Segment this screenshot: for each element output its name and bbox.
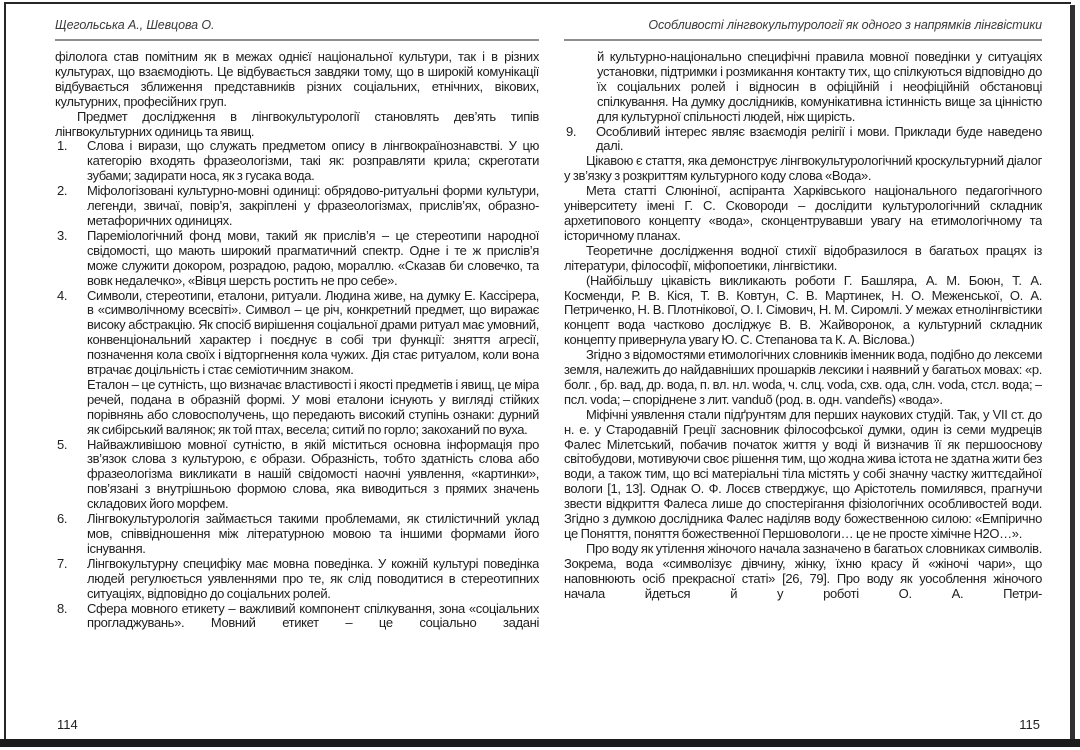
scan-edge-left bbox=[4, 2, 6, 740]
list-item bbox=[55, 139, 539, 184]
list-item-number: 1. bbox=[57, 138, 68, 154]
list-item bbox=[55, 289, 539, 438]
list-item bbox=[55, 512, 539, 557]
list-item-number: 9. bbox=[566, 123, 577, 139]
list-item-number: 5. bbox=[57, 436, 68, 452]
page-left-body bbox=[55, 50, 539, 631]
paragraph: Згідно з відомостями етимологічних словників іменник вода, подібно до лексеми земля, належить до найдавніших прошарків лексики і наявний у багатьох мовах: «р. болг. , бр. вад, др. вода, п. вл. нл. woda, ч. слц. voda, схв. ода, слн. voda, стсл. вода; – псл. voda; – споріднене з лит. vanduõ (род. в. одн. vandeñs) «вода». bbox=[564, 347, 1042, 407]
running-header-left: Щегольська А., Шевцова О. bbox=[55, 18, 539, 41]
list-item-content bbox=[87, 438, 539, 513]
paragraph: й культурно-національно специфічні правила мовної поведінки у ситуаціях установки, підтримки і розмикання контакту тих, що спілкуються відповідно до їх соціальних ролей і відносин в офіційній і неофіційній обстановці спілкування. На думку дослідників, комунікативна істинність вище за цінністю для культурної спільності людей, ніж щирість. bbox=[597, 50, 1042, 124]
list-item-number: 8. bbox=[57, 600, 68, 616]
list-item bbox=[55, 602, 539, 632]
page-right-body bbox=[564, 50, 1042, 602]
list-item bbox=[55, 229, 539, 289]
list-item-number: 7. bbox=[57, 555, 68, 571]
list-item-content bbox=[596, 125, 1042, 155]
page-number-left: 114 bbox=[57, 717, 78, 732]
paragraph: Міфологізовані культурно-мовні одиниці: обрядово-ритуальні форми культури, легенди, звичаї, повір’я, закріплені у фразеологізмах, прислів’ях, образно-метафоричних одиницях. bbox=[87, 183, 539, 228]
paragraph: Мета статті Слюніної, аспіранта Харківського національного педагогічного університету імені Г. С. Сковороди – дослідити культурологічний складник архетипового концепту «вода», сконцентрувавши увагу на етимологічному та історичному планах. bbox=[564, 183, 1042, 243]
paragraph: Слова і вирази, що служать предметом опису в лінгвокраїнознавстві. У цю категорію входять фразеологізми, такі як: розправляти крила; скреготати зубами; задирати носа, як з гусака вода. bbox=[87, 138, 539, 184]
paragraph: філолога став помітним як в межах однієї національної культури, так і в різних культурах, що взаємодіють. Це відбувається завдяки тому, що в широкій комунікації відбувається зближення представників різних соціальних, етнічних, вікових, культурних, професійних груп. bbox=[55, 50, 539, 109]
paragraph: Предмет дослідження в лінгвокультурології становлять дев’ять типів лінгвокультурних одиниць та явищ. bbox=[55, 108, 539, 139]
paragraph: Найважливішою мовної сутністю, в якій міститься основна інформація про зв’язок слова з культурою, є образи. Образність, тобто здатність слова або фразеологізма викликати в нашій свідомості наочні уявлення, «картинки», пов’язані з внутрішньою формою слова, яка виводиться з прямих значень складових його морфем. bbox=[87, 436, 539, 512]
paragraph: Цікавою є стаття, яка демонструє лінгвокультурологічний кроскультурний діалог у зв’язку з розкриттям культурного коду слова «Вода». bbox=[564, 153, 1042, 184]
list-item-content bbox=[87, 512, 539, 557]
paragraph: Символи, стереотипи, еталони, ритуали. Людина живе, на думку Е. Кассірера, в «символічному всесвіті». Символ – це річ, конкретний предмет, що виражає високу абстракцію. Як спосіб вирішення соціальної драми ритуал має умовний, конвенціональний характер і поєднує в собі три функції: зняття агресії, позначення кола своїх і відторгнення кола чужих. Дія стає ритуалом, коли вона втрачає доцільність і стає семіотичним знаком. bbox=[87, 287, 539, 378]
list-item-number: 4. bbox=[57, 287, 68, 303]
scan-edge-right bbox=[1070, 5, 1075, 740]
paragraph: Міфічні уявлення стали підґрунтям для перших наукових студій. Так, у VII ст. до н. е. у Стародавній Греції засновник філософської думки, один із семи мудреців Фалес Мілетський, побачив початок життя у воді й визначив її як першооснову світобудови, мотивуючи своє рішення тим, що жодна жива істота не здатна жити без води, а також тим, що всі матеріальні тіла містять у собі значну частку життєдайної вологи [1, 13]. Однак О. Ф. Лосєв стверджує, що Арістотель помилявся, прагнучи звести відкриття Фалеса лише до спостерігання фізіологічних особливостей води. Згідно з думкою дослідника Фалес наділяв воду божественною силою: «Емпірично це Поняття, поняття божественної Першовологи… це не просте хімічне Н2О…». bbox=[564, 406, 1042, 541]
running-header-right: Особливості лінгвокультурології як одного з напрямків лінгвістики bbox=[564, 18, 1042, 41]
page-right bbox=[564, 18, 1042, 750]
list-item-number: 2. bbox=[57, 183, 68, 199]
list-item-number: 3. bbox=[57, 227, 68, 243]
list-item bbox=[55, 438, 539, 513]
list-item-content bbox=[87, 602, 539, 632]
list-item-number: 6. bbox=[57, 511, 68, 527]
list-item bbox=[564, 125, 1042, 155]
list-item-content bbox=[87, 229, 539, 289]
paragraph: Сфера мовного етикету – важливий компонент спілкування, зона «соціальних прогладжувань». Мовний етикет – це соціально задані bbox=[87, 600, 539, 631]
paragraph: Лінгвокультурологія займається такими проблемами, як стилістичний уклад мов, співвідношення між літературною мовою та іншими формами його існування. bbox=[87, 511, 539, 556]
paragraph: Пареміологічний фонд мови, такий як прислів’я – це стереотипи народної свідомості, що мають широкий прагматичний спектр. Одне і те ж прислів’я може служити докором, розрадою, радою, мораллю. «Сказав би словечко, та вовк недалечко», «Вівця шерсть ростить не про себе». bbox=[87, 227, 539, 288]
list-item-content bbox=[87, 557, 539, 602]
list-item-content bbox=[87, 139, 539, 184]
paragraph: Теоретичне дослідження водної стихії відобразилося в багатьох працях із літератури, філософії, міфопоетики, лінгвістики. bbox=[564, 242, 1042, 273]
scan-edge-top bbox=[4, 2, 1071, 4]
paragraph: Лінгвокультурну специфіку має мовна поведінка. У кожній культурі поведінка людей регулюється уявленнями про те, як слід поводитися в стереотипних ситуаціях, відповідно до соціальних ролей. bbox=[87, 555, 539, 601]
paragraph: Особливий інтерес являє взаємодія релігії і мови. Приклади буде наведено далі. bbox=[596, 123, 1042, 154]
page-left bbox=[55, 18, 539, 750]
paragraph: Еталон – це сутність, що визначає властивості і якості предметів і явищ, це міра речей, подана в образній формі. У мові еталони існують у вигляді стійких порівнянь або словосполучень, що передають високий ступінь ознаки: дурний як сибірський валянок; як той птах, весела; ситий по горло; закоханий по вуха. bbox=[87, 376, 539, 437]
list-item-content bbox=[87, 184, 539, 229]
paragraph: (Найбільшу цікавість викликають роботи Г. Башляра, А. М. Боюн, Т. А. Косменди, Р. В. Кіся, Т. В. Ковтун, С. В. Мартинек, Н. О. Меженської, О. А. Петриченко, Н. В. Плотнікової, О. І. Сімович, Н. М. Сиромлі. У межах етнолінгвістики концепт вода частково досліджує В. В. Жайворонок, а культурний складник концепту привернула увагу Ю. С. Степанова та К. А. Віслова.) bbox=[564, 272, 1042, 348]
paragraph: Про воду як утілення жіночого начала зазначено в багатьох словниках символів. Зокрема, вода «символізує дівчину, жінку, їхню красу й «жіночі чари», що наповнюють осіб прекрасної статі» [26, 79]. Про воду як уособлення жіночого начала йдеться й у роботі О. А. Петри- bbox=[564, 540, 1042, 601]
list-item bbox=[55, 184, 539, 229]
list-item-content bbox=[87, 289, 539, 438]
page-number-right: 115 bbox=[1019, 717, 1040, 732]
list-item bbox=[55, 557, 539, 602]
page-spread bbox=[55, 18, 1042, 750]
